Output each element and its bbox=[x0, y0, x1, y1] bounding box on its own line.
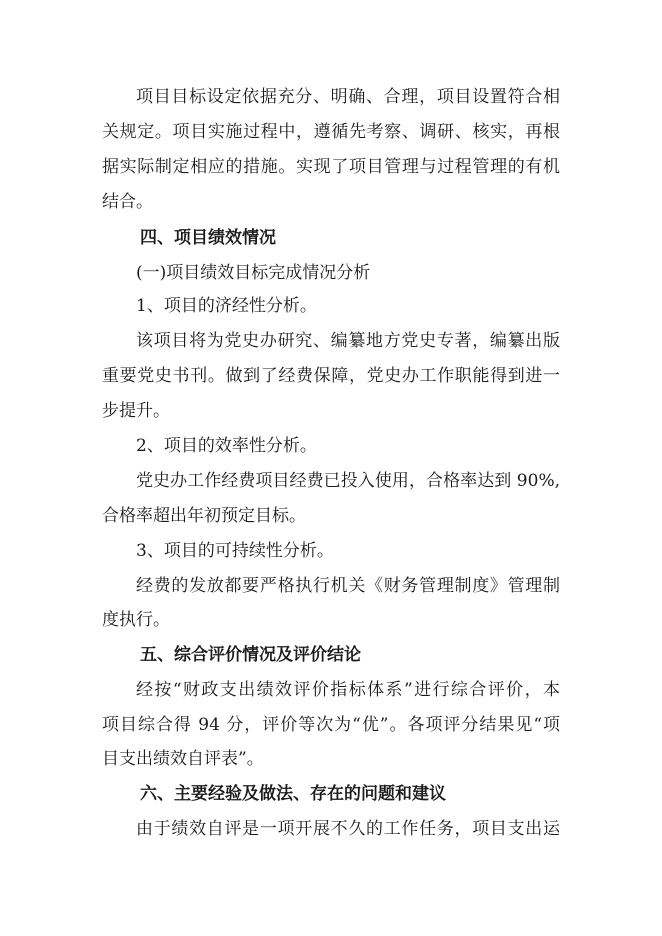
paragraph-line: 关规定。项目实施过程中，遵循先考察、调研、核实，再根 bbox=[102, 122, 560, 142]
paragraph-line: 经费的发放都要严格执行机关《财务管理制度》管理制 bbox=[136, 576, 560, 596]
paragraph-line: 党史办工作经费项目经费已投入使用，合格率达到 90%, bbox=[136, 471, 560, 491]
section-heading: 六、主要经验及做法、存在的问题和建议 bbox=[140, 784, 446, 804]
paragraph-line: 重要党史书刊。做到了经费保障，党史办工作职能得到进一 bbox=[102, 366, 560, 386]
paragraph-line: 据实际制定相应的措施。实现了项目管理与过程管理的有机 bbox=[102, 157, 560, 177]
paragraph-line: 度执行。 bbox=[102, 610, 170, 630]
subsection-heading: (一)项目绩效目标完成情况分析 bbox=[136, 263, 371, 283]
item-heading: 1、项目的济经性分析。 bbox=[136, 296, 317, 316]
section-heading: 四、项目绩效情况 bbox=[140, 228, 276, 248]
paragraph-line: 项目综合得 94 分，评价等次为“优”。各项评分结果见“项 bbox=[102, 715, 560, 735]
item-heading: 2、项目的效率性分析。 bbox=[136, 436, 317, 456]
paragraph-line: 步提升。 bbox=[102, 401, 170, 421]
paragraph-line: 结合。 bbox=[102, 192, 153, 212]
item-heading: 3、项目的可持续性分析。 bbox=[136, 541, 334, 561]
paragraph-line: 该项目将为党史办研究、编纂地方党史专著，编纂出版 bbox=[136, 331, 560, 351]
paragraph-line: 目支出绩效自评表”。 bbox=[102, 749, 264, 769]
paragraph-line: 由于绩效自评是一项开展不久的工作任务，项目支出运 bbox=[136, 819, 560, 839]
paragraph-line: 项目目标设定依据充分、明确、合理，项目设置符合相 bbox=[136, 87, 560, 107]
paragraph-line: 合格率超出年初预定目标。 bbox=[102, 506, 306, 526]
paragraph-line: 经按“财政支出绩效评价指标体系”进行综合评价，本 bbox=[136, 680, 560, 700]
section-heading: 五、综合评价情况及评价结论 bbox=[140, 645, 361, 665]
